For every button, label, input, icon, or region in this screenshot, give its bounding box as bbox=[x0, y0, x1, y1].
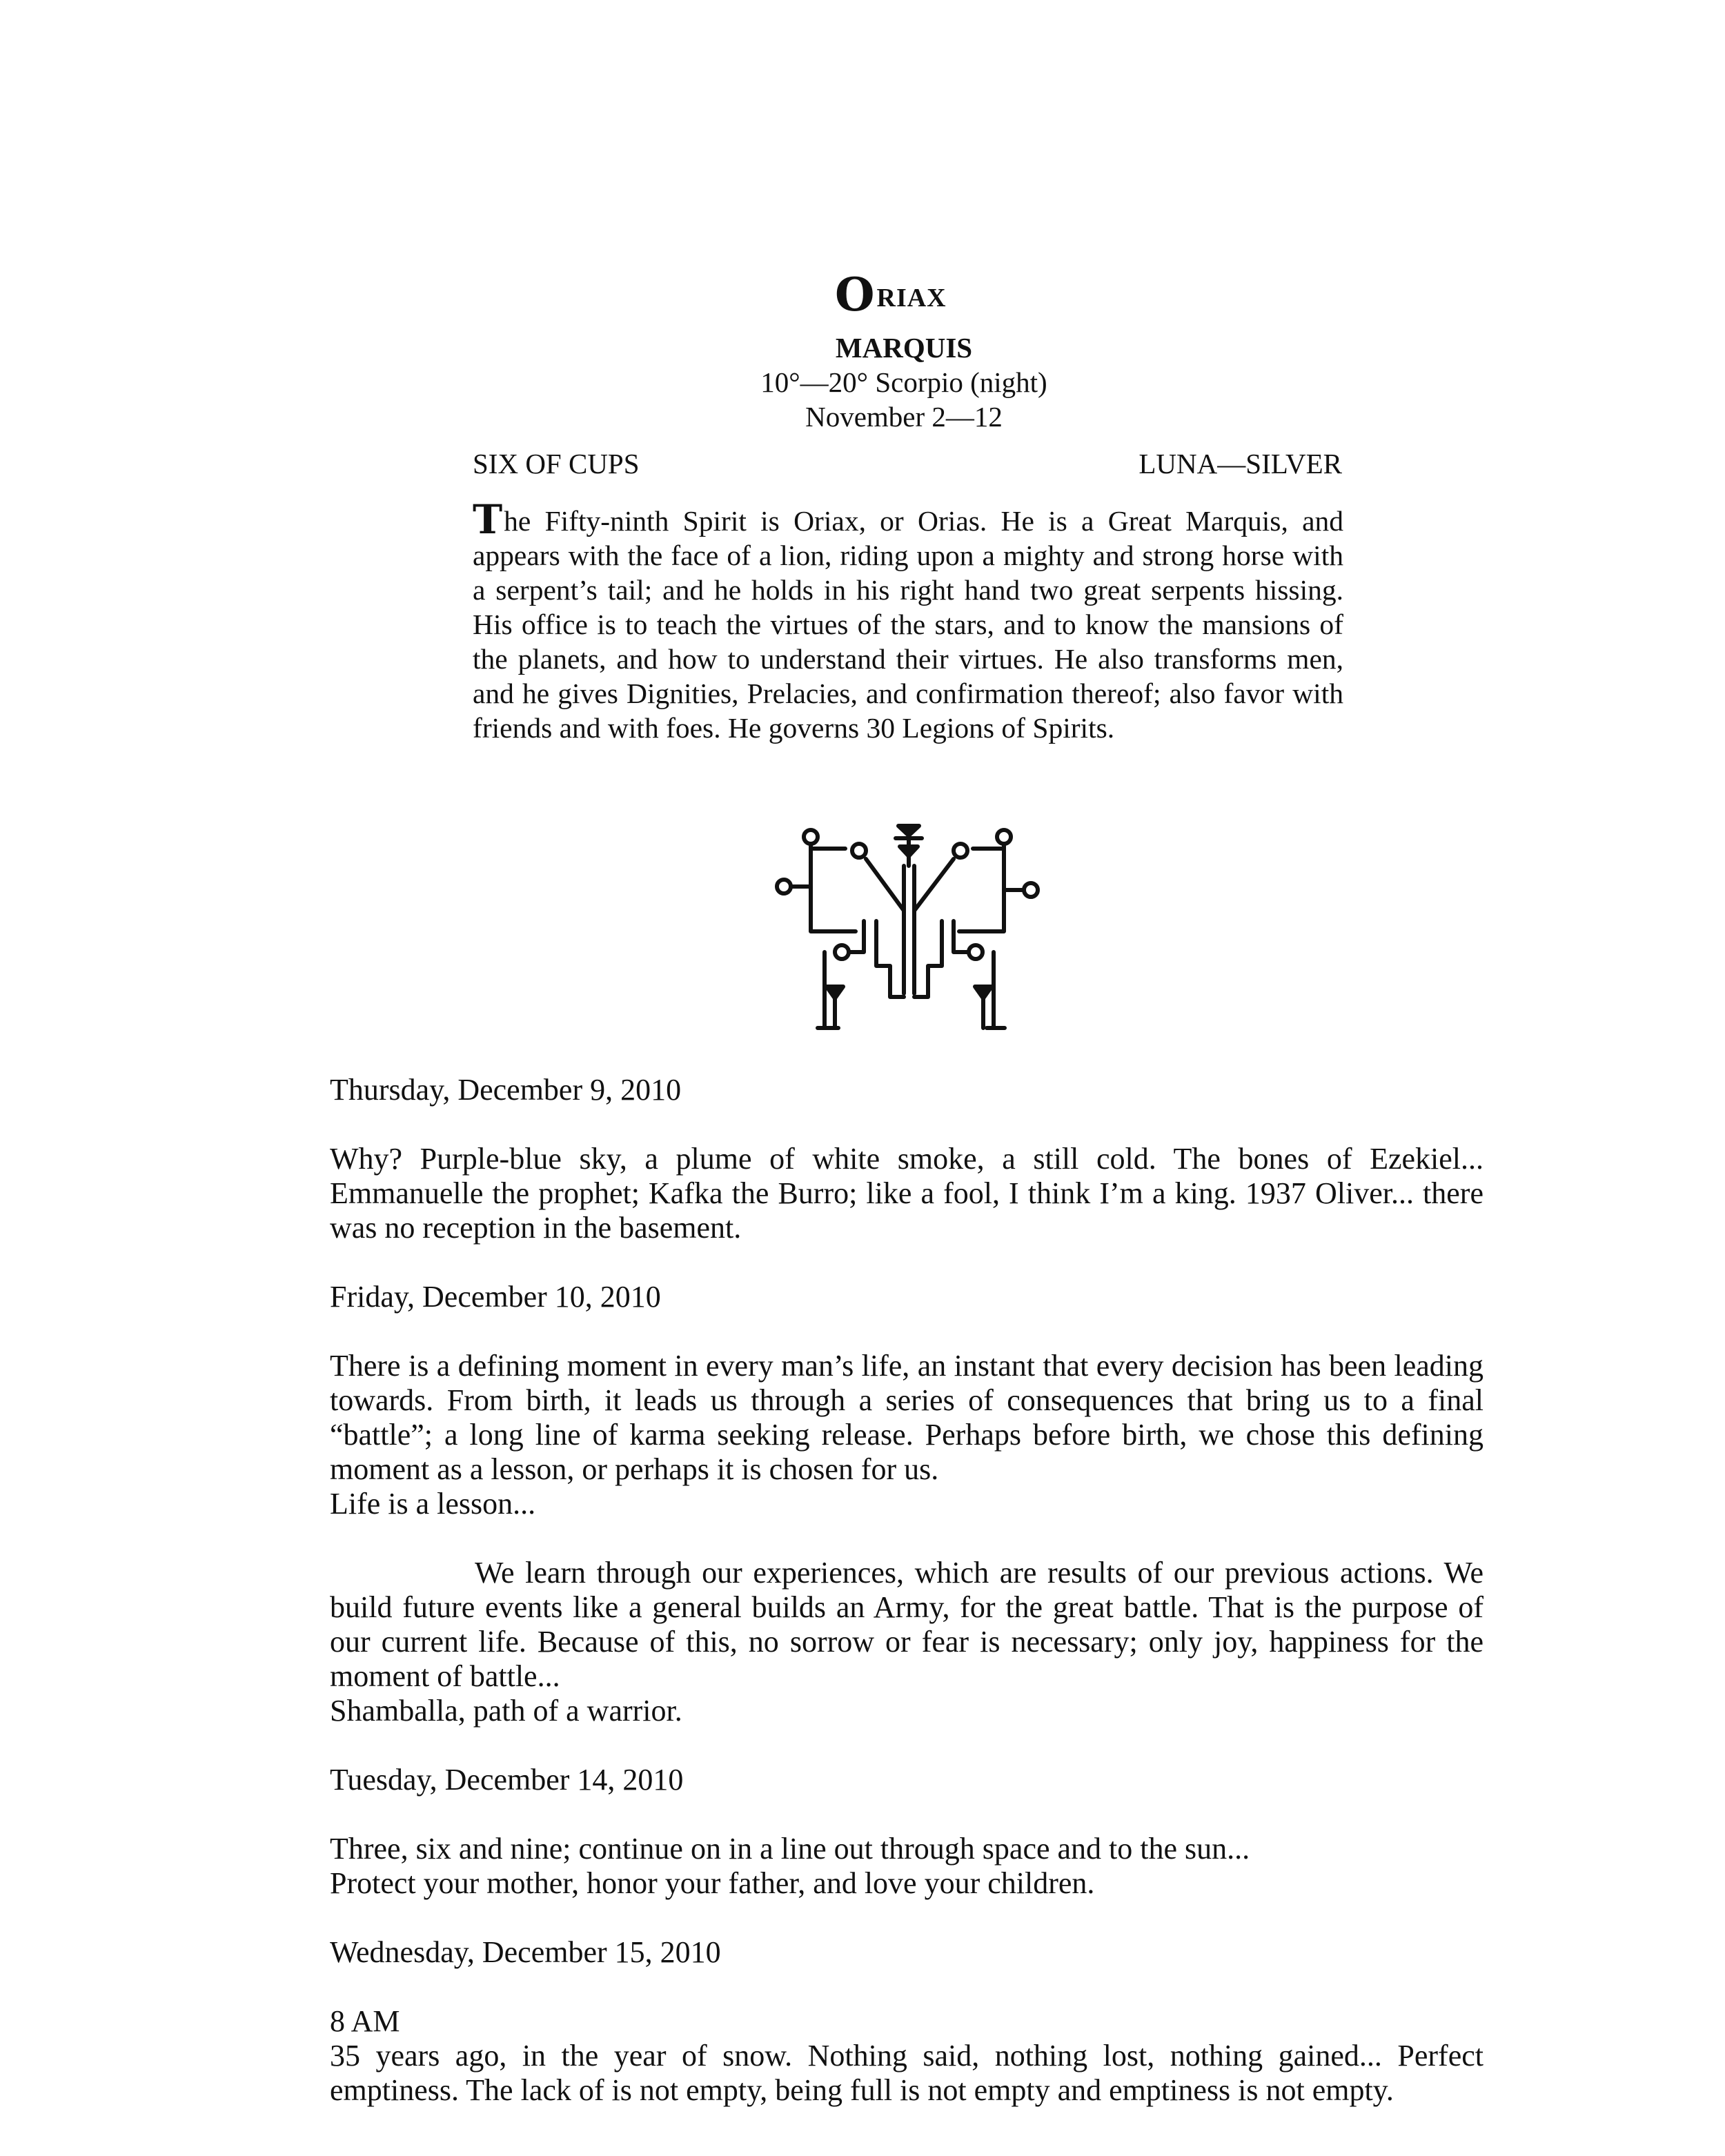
journal-entry-3 bbox=[330, 1763, 1483, 1935]
spirit-name-initial: O bbox=[835, 268, 876, 322]
entry-date: Wednesday, December 15, 2010 bbox=[330, 1935, 721, 1969]
spirit-description bbox=[473, 497, 1343, 745]
entry-paragraph: 35 years ago, in the year of snow. Nothing said, nothing lost, nothing gained... Perfect emptiness. The lack of is not empty, being full is not empty and emptiness is not empty. bbox=[330, 2039, 1483, 2107]
entry-date: Thursday, December 9, 2010 bbox=[330, 1073, 682, 1107]
oriax-seal-icon bbox=[773, 818, 1042, 1045]
entry-paragraph: Shamballa, path of a warrior. bbox=[330, 1694, 682, 1728]
correspondence-row bbox=[473, 447, 1342, 480]
entry-date: Friday, December 10, 2010 bbox=[330, 1280, 661, 1314]
journal-entry-4 bbox=[330, 1935, 1483, 2108]
journal-entry-1 bbox=[330, 1073, 1483, 1280]
journal bbox=[330, 1073, 1483, 2108]
spirit-name-rest: RIAX bbox=[876, 284, 947, 313]
journal-entry-2 bbox=[330, 1280, 1483, 1763]
entry-paragraph: Three, six and nine; continue on in a line out through space and to the sun... bbox=[330, 1832, 1250, 1866]
entry-paragraph: We learn through our experiences, which are results of our previous actions. We build future events like a general builds an Army, for the great battle. That is the purpose of our current life. Because of this, no sorrow or fear is necessary; only joy, happiness for the moment of battle... bbox=[330, 1556, 1483, 1693]
date-range: November 2—12 bbox=[805, 401, 1003, 433]
zodiac-degree: 10°—20° Scorpio (night) bbox=[760, 366, 1047, 398]
entry-paragraph: Life is a lesson... bbox=[330, 1487, 536, 1521]
spirit-rank: MARQUIS bbox=[835, 332, 973, 364]
entry-paragraph: There is a defining moment in every man’s life, an instant that every decision has been leading towards. From birth, it leads us through a series of consequences that bring us to a final “battle”; a long line of karma seeking release. Perhaps before birth, we chose this defining moment as a lesson, or perhaps it is chosen for us. bbox=[330, 1349, 1483, 1486]
description-drop-cap: T bbox=[473, 496, 503, 543]
planet-metal: LUNA—SILVER bbox=[1138, 448, 1342, 479]
tarot-card: SIX OF CUPS bbox=[473, 448, 640, 479]
entry-paragraph: Why? Purple-blue sky, a plume of white smoke, a still cold. The bones of Ezekiel... Emmanuelle the prophet; Kafka the Burro; like a fool, I think I’m a king. 1937 Oliver... there was no reception in the basement. bbox=[330, 1142, 1483, 1245]
description-text: he Fifty-ninth Spirit is Oriax, or Orias. He is a Great Marquis, and appears with the face of a lion, riding upon a mighty and strong horse with a serpent’s tail; and he holds in his right hand two great serpents hissing. His office is to teach the virtues of the stars, and to know the mansions of the planets, and how to understand their virtues. He also transforms men, and he gives Dignities, Prelacies, and confirmation thereof; also favor with friends and with foes. He governs 30 Legions of Spirits. bbox=[473, 505, 1343, 744]
entry-paragraph: Protect your mother, honor your father, and love your children. bbox=[330, 1866, 1095, 1900]
entry-date: Tuesday, December 14, 2010 bbox=[330, 1763, 684, 1797]
spirit-name bbox=[835, 268, 947, 322]
entry-paragraph: 8 AM bbox=[330, 2004, 400, 2038]
